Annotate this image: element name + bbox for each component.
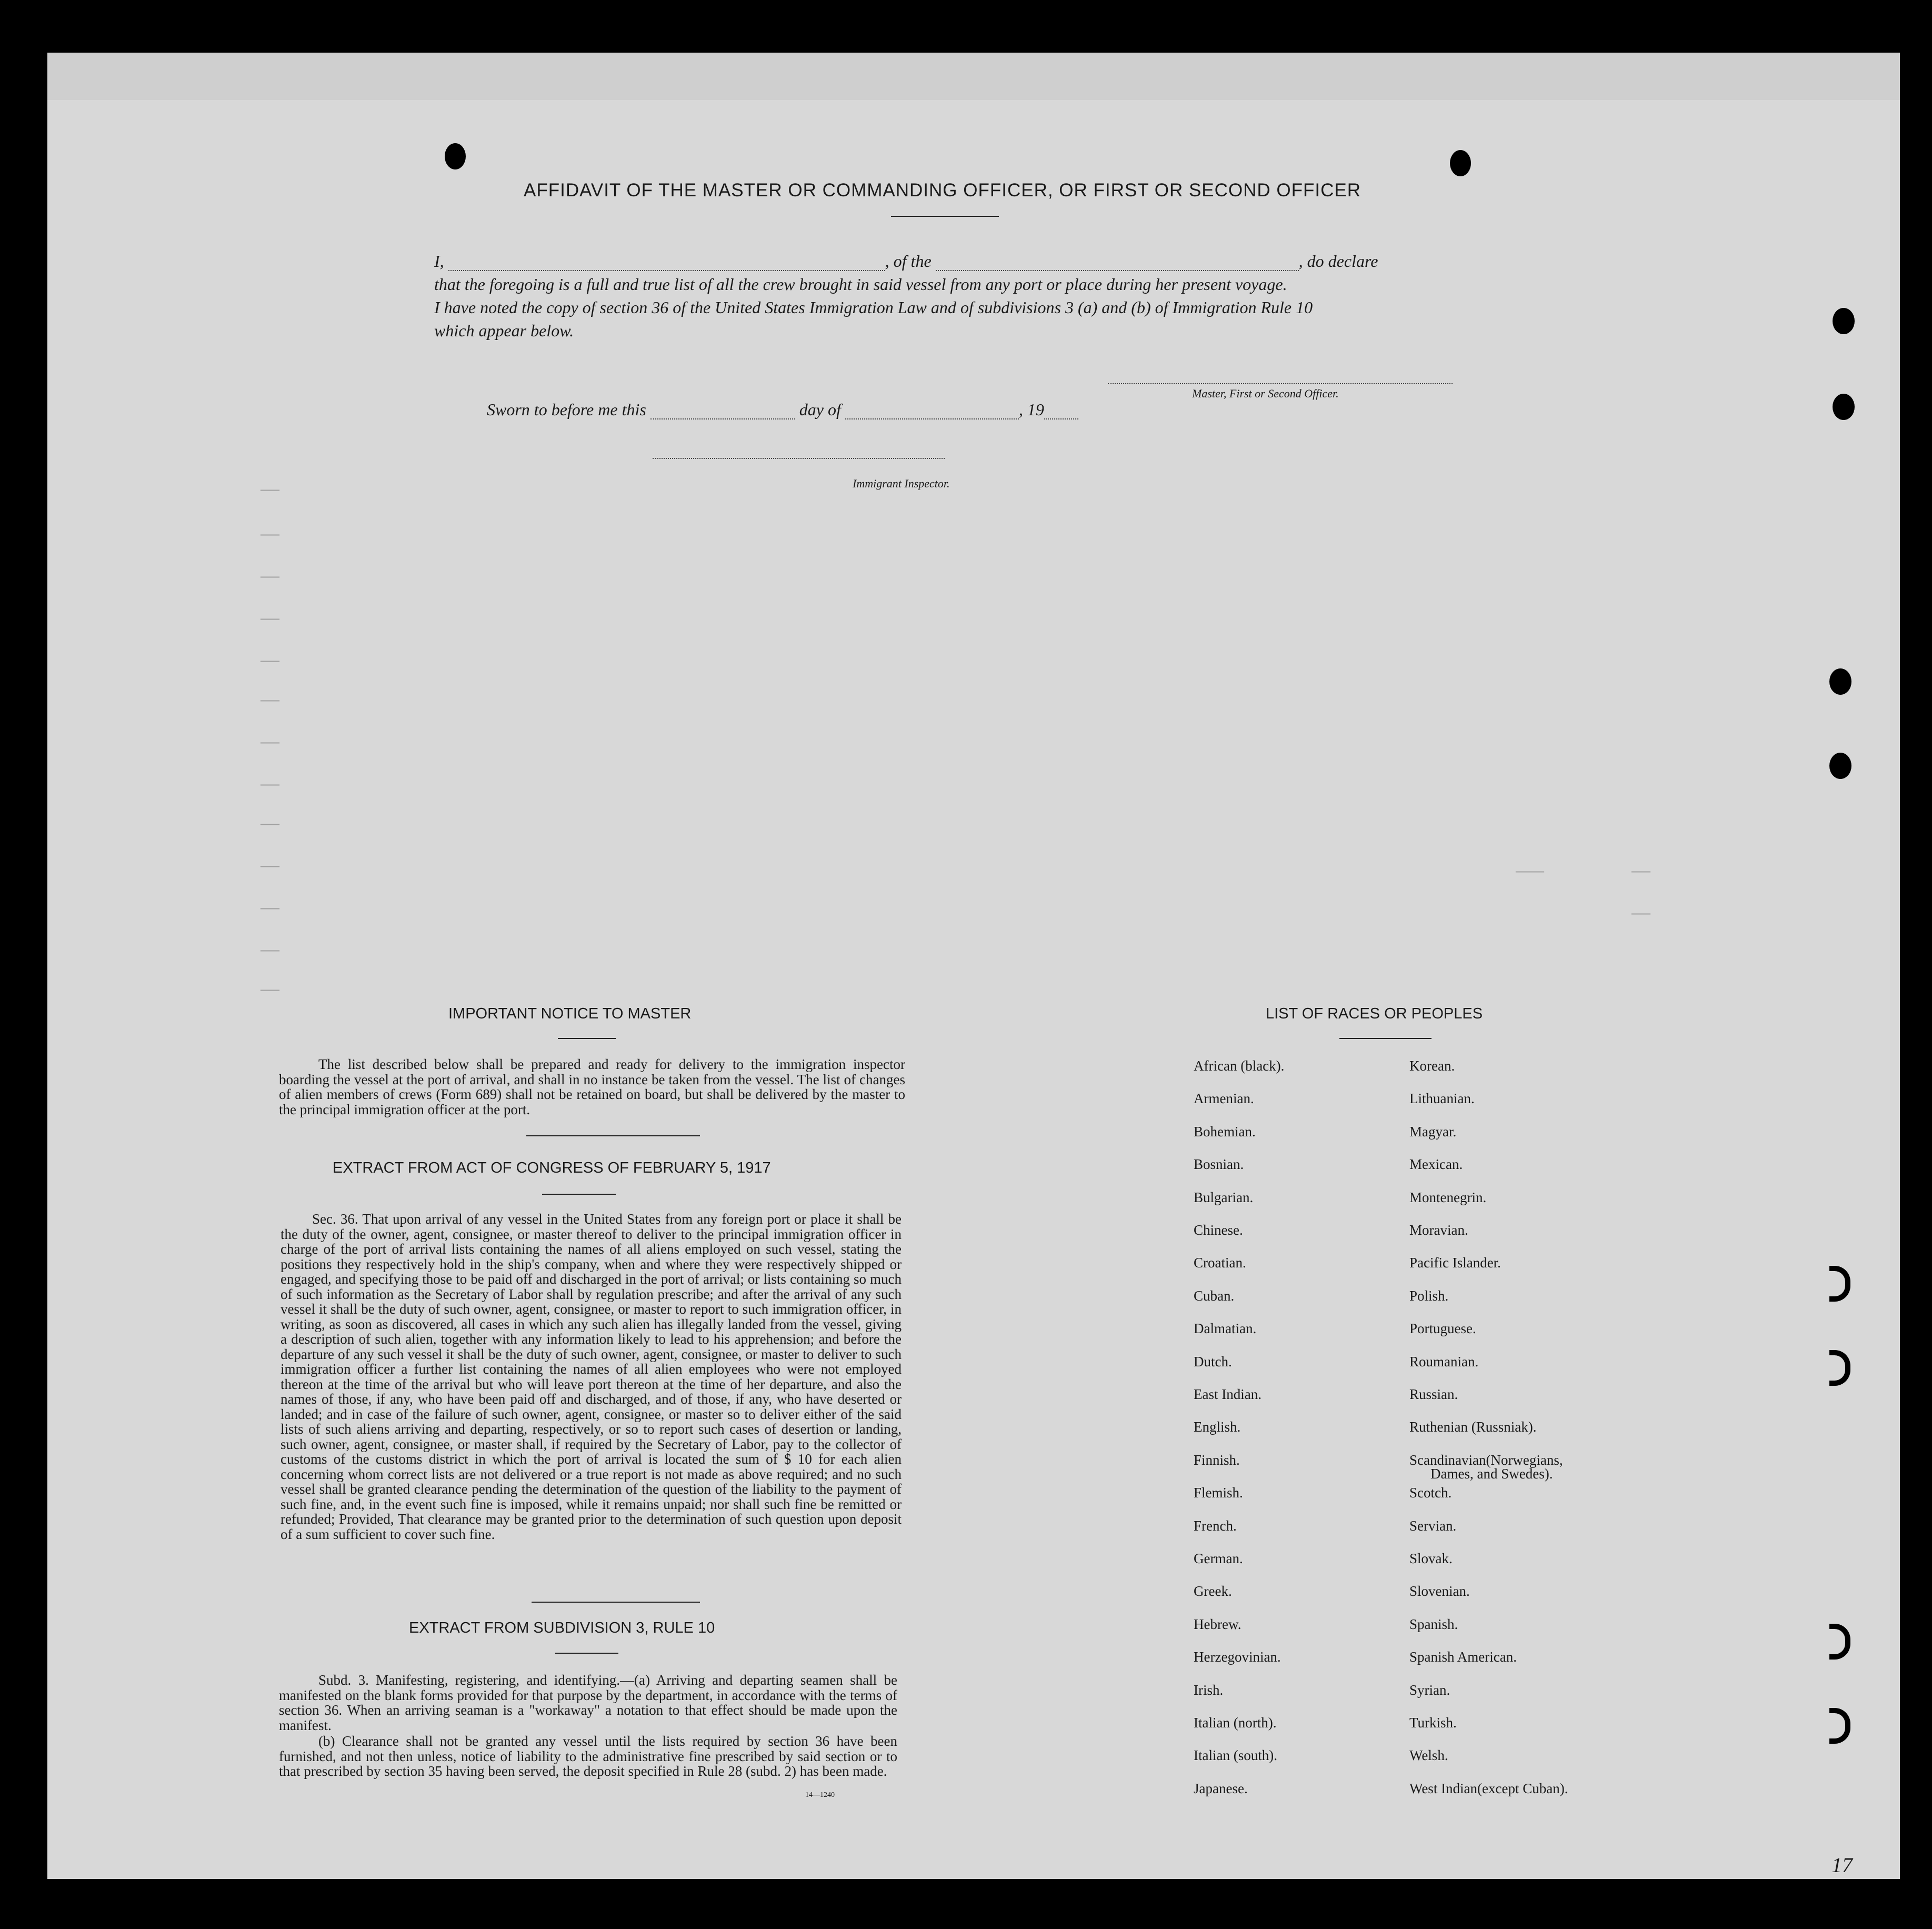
punch-hole-icon <box>1829 753 1851 779</box>
extract2-title: EXTRACT FROM SUBDIVISION 3, RULE 10 <box>409 1620 715 1636</box>
vessel-blank-field[interactable] <box>936 254 1299 271</box>
affidavit-i-label: I, <box>434 252 444 271</box>
race-item: Dames, and Swedes). <box>1430 1465 1553 1482</box>
form-number: 14—1240 <box>805 1791 835 1799</box>
race-item: Spanish. <box>1409 1616 1458 1632</box>
bleed-through-mark: —— <box>261 982 280 1000</box>
race-item: Scotch. <box>1409 1485 1452 1501</box>
race-item: Japanese. <box>1194 1780 1248 1796</box>
extract2-text-a: Subd. 3. Manifesting, registering, and identifying.—(a) Arriving and departing seamen shall be manifested on the blank forms provided for that purpose by the department, in accordance with the terms of section 36. When an arriving seaman is a "workaway" a notation to that effect should be made upon the manifest. <box>279 1672 897 1733</box>
bleed-through-mark: ——— <box>1516 863 1545 881</box>
page-fold-edge <box>47 53 1900 100</box>
extract1-text: Sec. 36. That upon arrival of any vessel in the United States from any foreign port or place it shall be the duty of the owner, agent, consignee, or master thereof to deliver to the principal immigration officer in charge of the port of arrival lists containing the names of all aliens employed on such vessel, stating the positions they respectively hold in the ship's company, when and where they were respectively shipped or engaged, and specifying those to be paid off and discharged in the port of arrival; or lists containing so much of such information as the Secretary of Labor shall by regulation prescribe; and after the arrival of any such vessel it shall be the duty of such owner, agent, consignee, or master to report to such immigration officer, in writing, as soon as discovered, all cases in which any such alien has illegally landed from the vessel, giving a description of such alien, together with any information likely to lead to his apprehension; and before the departure of any such vessel it shall be the duty of such owner, agent, consignee, or master to deliver to such immigration officer a further list containing the names of all alien employees who were not employed thereon at the time of the arrival but who will leave port thereon at the time of her departure, and also the names of those, if any, who have been paid off and discharged, and of those, if any, who have deserted or landed; and in case of the failure of such owner, agent, consignee, or master so to deliver either of the said lists of such aliens arriving and departing, respectively, or so to report such cases of desertion or landing, such owner, agent, consignee, or master shall, if required by the Secretary of Labor, pay to the collector of customs of the customs district in which the port of arrival is located the sum of $ 10 for each alien concerning whom correct lists are not delivered or a true report is not made as above required; and no such vessel shall be granted clearance pending the determination of the question of the liability to the payment of such fine, and, in the event such fine is imposed, while it remains unpaid; nor shall such fine be remitted or refunded; Provided, That clearance may be granted prior to the determination of such question upon deposit of a sum sufficient to cover such fine. <box>281 1211 902 1542</box>
sworn-line <box>487 400 1078 419</box>
race-item: Lithuanian. <box>1409 1091 1475 1107</box>
bleed-through-mark: —— <box>261 816 280 834</box>
signature-label: Master, First or Second Officer. <box>1192 387 1339 400</box>
of-the-label: , of the <box>885 252 932 271</box>
race-item: Servian. <box>1409 1517 1457 1534</box>
affidavit-line-2: that the foregoing is a full and true list of all the crew brought in said vessel from any port or place during her present voyage. <box>434 275 1287 294</box>
punch-hole-icon <box>1833 394 1855 420</box>
do-declare-label: , do declare <box>1298 252 1378 271</box>
race-item: Dutch. <box>1194 1353 1232 1370</box>
race-item: Herzegovinian. <box>1194 1649 1281 1665</box>
race-item: Montenegrin. <box>1409 1189 1487 1205</box>
affidavit-line-3: I have noted the copy of section 36 of the United States Immigration Law and of subdivisions 3 (a) and (b) of Immigration Rule 10 <box>434 298 1313 317</box>
bleed-through-mark: —— <box>261 942 280 960</box>
name-blank-field[interactable] <box>448 254 885 271</box>
race-item: Greek. <box>1194 1583 1232 1600</box>
race-item: Russian. <box>1409 1386 1458 1402</box>
bleed-through-mark: —— <box>261 611 280 628</box>
race-item: Hebrew. <box>1194 1616 1242 1632</box>
race-item: German. <box>1194 1551 1243 1566</box>
affidavit-line-4: which appear below. <box>434 321 574 340</box>
bleed-through-mark: —— <box>261 858 280 876</box>
affidavit-line-1 <box>434 252 1455 271</box>
bleed-through-mark: —— <box>261 568 280 586</box>
race-item: African (black). <box>1194 1058 1285 1074</box>
race-item: Portuguese. <box>1409 1321 1476 1337</box>
bleed-through-mark: —— <box>261 653 280 671</box>
sworn-month-field[interactable] <box>845 403 1019 419</box>
race-item: Bohemian. <box>1194 1123 1256 1140</box>
race-item: Armenian. <box>1194 1091 1254 1107</box>
race-item: Bulgarian. <box>1194 1189 1254 1205</box>
year-label: , 19 <box>1018 400 1044 419</box>
notice-title: IMPORTANT NOTICE TO MASTER <box>448 1005 692 1022</box>
page-number: 17 <box>1831 1853 1853 1877</box>
day-of-label: day of <box>799 400 841 419</box>
sworn-label: Sworn to before me this <box>487 400 646 419</box>
punch-hole-icon <box>1829 668 1851 695</box>
race-item: Turkish. <box>1409 1715 1457 1731</box>
punch-hole-icon <box>1833 308 1855 334</box>
race-item: Spanish American. <box>1409 1649 1517 1665</box>
race-item: Cuban. <box>1194 1287 1235 1304</box>
race-item: French. <box>1194 1517 1237 1534</box>
race-item: Finnish. <box>1194 1452 1240 1468</box>
race-item: Slovenian. <box>1409 1583 1470 1600</box>
race-item: Mexican. <box>1409 1156 1463 1173</box>
extract1-divider <box>542 1194 616 1195</box>
bleed-through-mark: —— <box>1631 905 1651 923</box>
extract2-text-b: (b) Clearance shall not be granted any vessel until the lists required by section 36 have been furnished, and not then unless, notice of liability to the administrative fine prescribed by said section or to that prescribed by section 35 having been served, the deposit specified in Rule 28 (subd. 2) has been made. <box>279 1733 897 1779</box>
race-item: Chinese. <box>1194 1222 1243 1238</box>
extract2-divider <box>555 1653 618 1654</box>
notice-divider <box>558 1038 616 1039</box>
sworn-year-field[interactable] <box>1044 403 1078 419</box>
notice-text: The list described below shall be prepared and ready for delivery to the immigration inspector boarding the vessel at the port of arrival, and shall in no instance be taken from the vessel. The list of changes of alien members of crews (Form 689) shall not be retained on board, but shall be delivered by the master to the principal immigration officer at the port. <box>279 1056 905 1117</box>
race-item: Irish. <box>1194 1682 1224 1698</box>
signature-line[interactable] <box>1108 383 1453 384</box>
race-item: Magyar. <box>1409 1123 1457 1140</box>
punch-hole-icon <box>1450 150 1471 176</box>
bleed-through-mark: —— <box>261 482 280 499</box>
inspector-signature-line[interactable] <box>653 458 945 459</box>
bleed-through-mark: —— <box>261 734 280 752</box>
race-item: Ruthenian (Russniak). <box>1409 1419 1537 1435</box>
bleed-through-mark: —— <box>1631 863 1651 881</box>
race-item: Flemish. <box>1194 1485 1243 1501</box>
race-item: West Indian(except Cuban). <box>1409 1780 1568 1796</box>
race-item: English. <box>1194 1419 1241 1435</box>
race-item: Italian (north). <box>1194 1715 1277 1731</box>
races-title: LIST OF RACES OR PEOPLES <box>1266 1005 1483 1022</box>
race-item: Korean. <box>1409 1058 1455 1074</box>
race-item: Moravian. <box>1409 1222 1468 1238</box>
affidavit-title: AFFIDAVIT OF THE MASTER OR COMMANDING OFFICER, OR FIRST OR SECOND OFFICER <box>524 180 1362 201</box>
punch-hole-icon <box>445 143 466 169</box>
section-divider <box>532 1602 700 1603</box>
race-item: Slovak. <box>1409 1551 1453 1566</box>
bleed-through-mark: —— <box>261 526 280 544</box>
race-item: Bosnian. <box>1194 1156 1244 1173</box>
race-item: Scandinavian(Norwegians, <box>1409 1452 1563 1468</box>
race-item: Pacific Islander. <box>1409 1255 1501 1271</box>
section-divider <box>526 1135 700 1136</box>
race-item: Roumanian. <box>1409 1353 1479 1370</box>
bleed-through-mark: —— <box>261 692 280 710</box>
bleed-through-mark: —— <box>261 900 280 918</box>
extract1-title: EXTRACT FROM ACT OF CONGRESS OF FEBRUARY 5, 1917 <box>333 1160 771 1176</box>
race-item: Polish. <box>1409 1287 1449 1304</box>
race-item: Syrian. <box>1409 1682 1450 1698</box>
race-item: Welsh. <box>1409 1747 1448 1764</box>
race-item: Croatian. <box>1194 1255 1246 1271</box>
sworn-day-field[interactable] <box>650 403 795 419</box>
document-page <box>47 53 1900 1879</box>
race-item: Italian (south). <box>1194 1747 1277 1764</box>
title-divider <box>891 216 999 217</box>
inspector-label: Immigrant Inspector. <box>853 477 950 490</box>
bleed-through-mark: —— <box>261 776 280 794</box>
races-divider <box>1339 1038 1432 1039</box>
race-item: Dalmatian. <box>1194 1321 1257 1337</box>
race-item: East Indian. <box>1194 1386 1262 1402</box>
